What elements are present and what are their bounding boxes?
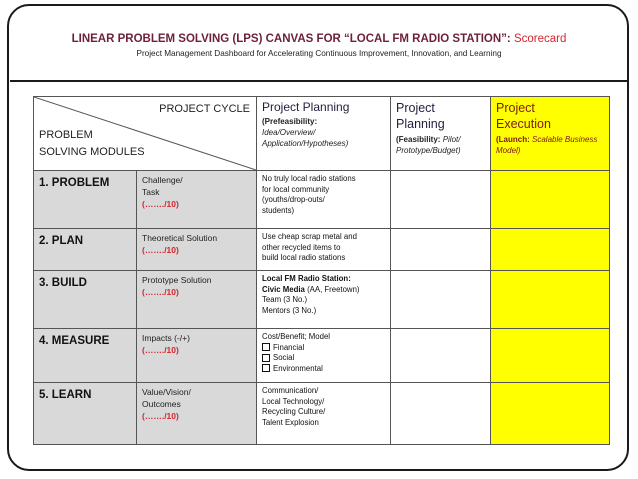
table-row-plan bbox=[34, 229, 610, 271]
note-line: Cost/Benefit; Model bbox=[262, 332, 331, 341]
checkbox-label: Social bbox=[273, 353, 295, 362]
planning-note bbox=[257, 271, 391, 329]
phase-prefeasibility-header bbox=[257, 97, 391, 171]
table-header-row bbox=[34, 97, 610, 171]
execution-cell bbox=[491, 329, 610, 383]
planning-note bbox=[257, 171, 391, 229]
phase-subtitle bbox=[496, 134, 604, 156]
title-main: LINEAR PROBLEM SOLVING (LPS) CANVAS bbox=[71, 33, 314, 45]
title-for: FOR “LOCAL FM RADIO STATION”: bbox=[316, 33, 511, 45]
planning-note bbox=[257, 229, 391, 271]
execution-cell bbox=[491, 171, 610, 229]
note-line: students) bbox=[262, 205, 295, 215]
phase-sub-bold: (Prefeasibility: bbox=[262, 117, 318, 126]
phase-title: Project Planning bbox=[262, 100, 350, 114]
note-line: Use cheap scrap metal and bbox=[262, 232, 357, 241]
execution-cell bbox=[491, 229, 610, 271]
checkbox-social[interactable] bbox=[262, 353, 385, 364]
module-description bbox=[137, 329, 257, 383]
execution-cell bbox=[491, 383, 610, 445]
planning-note bbox=[257, 329, 391, 383]
page-title bbox=[40, 33, 598, 45]
module-description bbox=[137, 171, 257, 229]
planning-note bbox=[257, 383, 391, 445]
desc-line: Impacts (-/+) bbox=[142, 333, 190, 343]
checkbox-financial[interactable] bbox=[262, 343, 385, 354]
desc-line: Challenge/ bbox=[142, 175, 183, 185]
note-bold: Civic Media bbox=[262, 284, 305, 294]
note-line: other recycled items to bbox=[262, 242, 341, 252]
score-field[interactable]: (……./10) bbox=[142, 287, 179, 297]
phase-title-line-1: Project bbox=[396, 101, 435, 115]
feasibility-cell bbox=[391, 383, 491, 445]
checkbox-label: Environmental bbox=[273, 363, 323, 373]
phase-execution-header bbox=[491, 97, 610, 171]
checkbox-icon[interactable] bbox=[262, 343, 270, 351]
table-row-build bbox=[34, 271, 610, 329]
note-line: build local radio stations bbox=[262, 253, 346, 262]
title-scorecard: Scorecard bbox=[513, 33, 567, 45]
table-row-learn bbox=[34, 383, 610, 445]
execution-cell bbox=[491, 271, 610, 329]
note-line: Mentors (3 No.) bbox=[262, 305, 317, 315]
score-field[interactable]: (……./10) bbox=[142, 345, 179, 355]
feasibility-cell bbox=[391, 271, 491, 329]
checkbox-label: Financial bbox=[273, 342, 305, 352]
page-subtitle: Project Management Dashboard for Accelerating Continuous Improvement, Innovation, and Learning bbox=[136, 49, 502, 58]
desc-line: Theoretical Solution bbox=[142, 233, 218, 243]
note-line: No truly local radio stations bbox=[262, 174, 356, 183]
module-label: 3. BUILD bbox=[34, 271, 137, 329]
phase-title-line-1: Project bbox=[496, 101, 535, 115]
desc-line: Value/Vision/ bbox=[142, 387, 191, 397]
phase-title bbox=[496, 100, 604, 132]
feasibility-cell bbox=[391, 171, 491, 229]
note-line: (youths/drop-outs/ bbox=[262, 195, 325, 204]
module-label: 1. PROBLEM bbox=[34, 171, 137, 229]
feasibility-cell bbox=[391, 229, 491, 271]
desc-line: Outcomes bbox=[142, 399, 181, 409]
note-line: (AA, Freetown) bbox=[304, 284, 360, 294]
phase-subtitle bbox=[262, 116, 385, 149]
note-bold: Local FM Radio Station: bbox=[262, 274, 351, 283]
phase-subtitle bbox=[396, 134, 485, 156]
header bbox=[40, 33, 598, 58]
score-field[interactable]: (……./10) bbox=[142, 245, 179, 255]
corner-cell bbox=[34, 97, 257, 171]
module-description bbox=[137, 271, 257, 329]
desc-line: Task bbox=[142, 187, 160, 197]
note-line: Recycling Culture/ bbox=[262, 407, 326, 416]
phase-sub-rest: Scalable Business Model) bbox=[496, 135, 598, 155]
checkbox-icon[interactable] bbox=[262, 354, 270, 362]
header-divider bbox=[10, 80, 628, 82]
module-description bbox=[137, 229, 257, 271]
table-row-measure bbox=[34, 329, 610, 383]
modules-label-line-2: SOLVING MODULES bbox=[39, 146, 145, 158]
module-label: 4. MEASURE bbox=[34, 329, 137, 383]
module-label: 5. LEARN bbox=[34, 383, 137, 445]
phase-title bbox=[396, 100, 485, 132]
phase-sub-bold: (Feasibility: bbox=[396, 135, 441, 144]
phase-sub-rest: Pilot/ Prototype/Budget) bbox=[396, 135, 461, 155]
table-row-problem bbox=[34, 171, 610, 229]
modules-label-line-1: PROBLEM bbox=[39, 129, 93, 141]
note-line: Talent Explosion bbox=[262, 417, 319, 427]
score-field[interactable]: (……./10) bbox=[142, 411, 179, 421]
module-description bbox=[137, 383, 257, 445]
phase-title-line-2: Planning bbox=[396, 117, 445, 131]
phase-sub-bold: (Launch: bbox=[496, 135, 530, 144]
note-line: Team (3 No.) bbox=[262, 295, 308, 304]
checkbox-environmental[interactable] bbox=[262, 364, 385, 375]
feasibility-cell bbox=[391, 329, 491, 383]
note-line: Communication/ bbox=[262, 386, 319, 395]
scorecard-table bbox=[33, 96, 610, 445]
phase-feasibility-header bbox=[391, 97, 491, 171]
note-line: Local Technology/ bbox=[262, 396, 325, 406]
project-cycle-label: PROJECT CYCLE bbox=[159, 103, 250, 115]
module-label: 2. PLAN bbox=[34, 229, 137, 271]
desc-line: Prototype Solution bbox=[142, 275, 212, 285]
note-line: for local community bbox=[262, 184, 330, 194]
score-field[interactable]: (……./10) bbox=[142, 199, 179, 209]
modules-label bbox=[39, 127, 145, 161]
checkbox-icon[interactable] bbox=[262, 364, 270, 372]
phase-sub-rest: Idea/Overview/ Application/Hypotheses) bbox=[262, 128, 349, 148]
phase-title-line-2: Execution bbox=[496, 117, 551, 131]
